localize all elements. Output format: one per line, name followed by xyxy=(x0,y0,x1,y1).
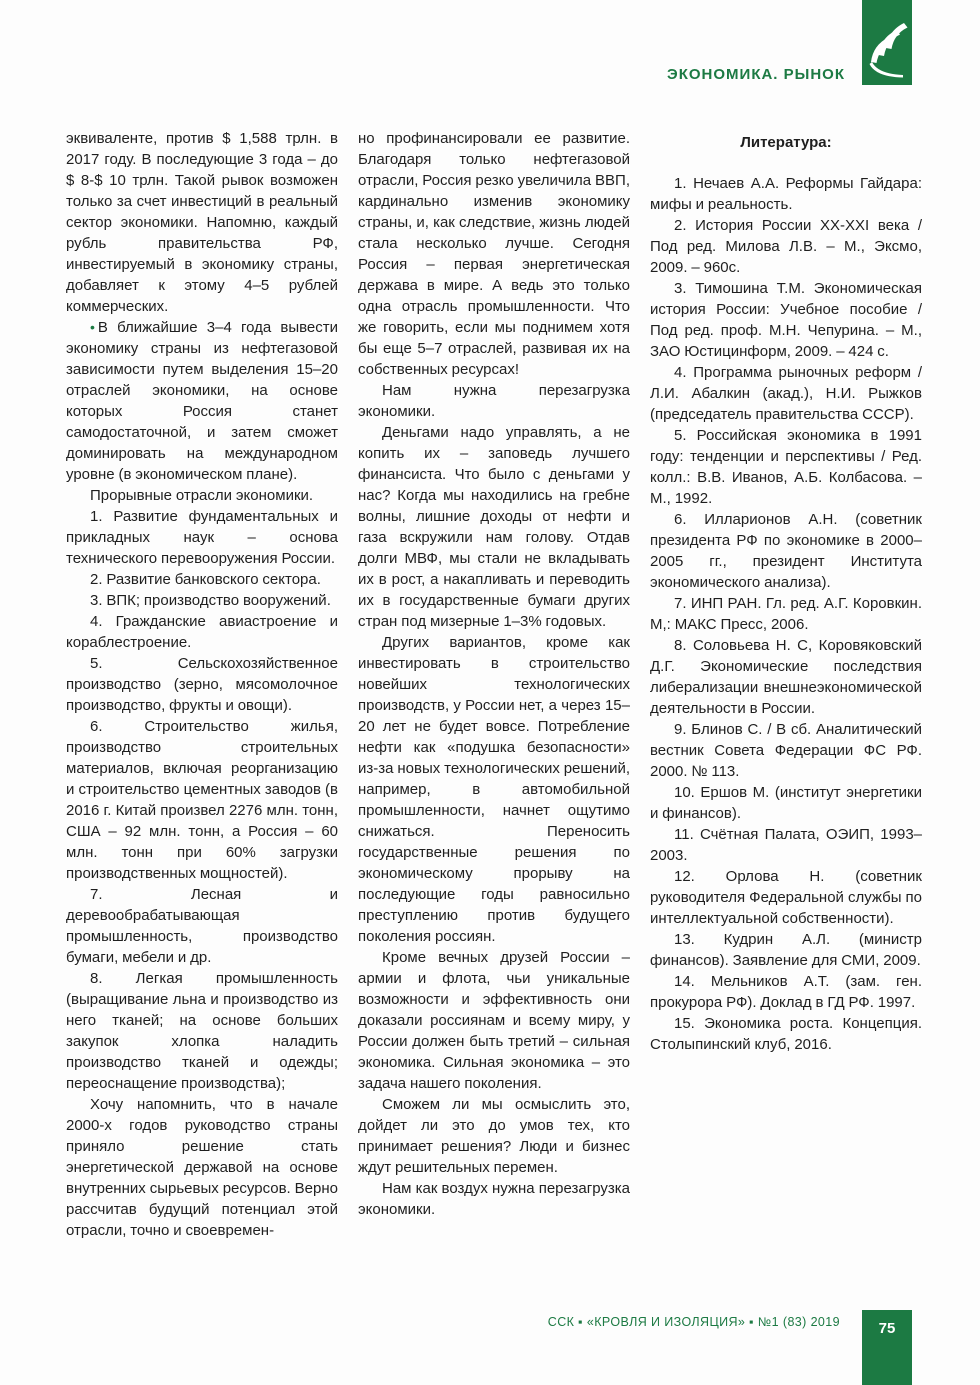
reference-item xyxy=(650,929,922,971)
reference-item xyxy=(650,866,922,929)
reference-item xyxy=(650,782,922,824)
reference-item xyxy=(650,971,922,1013)
paragraph-text: В ближайшие 3–4 года вывести экономику страны из нефтегазовой зависимости путем выделения 15–20 отраслей экономики, на основе которых Россия станет самодостаточной, и затем сможет доминировать на международном уровне (в экономическом плане). xyxy=(66,319,338,483)
paragraph-text: 14. Мельников А.Т. (зам. ген. прокурора РФ). Доклад в ГД РФ. 1997. xyxy=(650,973,922,1011)
paragraph-text: 10. Ершов М. (институт энергетики и финансов). xyxy=(650,784,922,822)
section-header: ЭКОНОМИКА. РЫНОК xyxy=(667,66,845,83)
paragraph xyxy=(66,569,338,590)
publisher-logo-icon xyxy=(862,0,912,85)
paragraph xyxy=(358,1178,630,1220)
paragraph-text: 8. Легкая промышленность (выращивание льна и производство из него тканей; на основе больших закупок хлопка наладить производство тканей и одежды; переоснащение производства); xyxy=(66,970,338,1092)
paragraph-text: Нам нужна перезагрузка экономики. xyxy=(358,382,630,420)
paragraph-text: Сможем ли мы осмыслить это, дойдет ли это до умов тех, кто принимает решения? Люди и бизнес ждут решительных перемен. xyxy=(358,1096,630,1176)
reference-item xyxy=(650,1013,922,1055)
paragraph xyxy=(66,506,338,569)
paragraph-text: но профинансировали ее развитие. Благодаря только нефтегазовой отрасли, Россия резко увеличила ВВП, кардинально изменив экономику страны, и, как следствие, жизнь людей стала несколько лучше. Сегодня Россия – первая энергетическая держава в мире. А ведь это только одна отрасль промышленности. Что же говорить, если мы поднимем хотя бы еще 5–7 отраслей, развивая их на собственных ресурсах! xyxy=(358,130,630,378)
paragraph-text: Хочу напомнить, что в начале 2000-х годов руководство страны приняло решение стать энергетической державой на основе внутренних сырьевых ресурсов. Верно рассчитав будущий потенциал этой отрасли, точно и своевремен- xyxy=(66,1096,338,1239)
paragraph xyxy=(358,380,630,422)
paragraph xyxy=(66,590,338,611)
reference-item xyxy=(650,425,922,509)
paragraph-text: 2. Развитие банковского сектора. xyxy=(90,571,321,588)
paragraph xyxy=(66,716,338,884)
paragraph xyxy=(358,947,630,1094)
bullet-icon: • xyxy=(90,319,95,335)
reference-item xyxy=(650,173,922,215)
reference-item xyxy=(650,719,922,782)
paragraph-text: 4. Программа рыночных реформ / Л.И. Абалкин (акад.), Н.И. Рыжков (председатель правительства СССР). xyxy=(650,364,922,423)
paragraph-text: 6. Строительство жилья, производство строительных материалов, включая реорганизацию и строительство цементных заводов (в 2016 г. Китай произвел 2276 млн. тонн, США – 92 млн. тонн, а Россия – 60 млн. тонн при 60% загрузки производственных мощностей). xyxy=(66,718,338,882)
reference-item xyxy=(650,509,922,593)
references-list xyxy=(650,173,922,1055)
leaf-swoosh-icon xyxy=(862,0,912,85)
reference-item xyxy=(650,278,922,362)
paragraph-text: 4. Гражданские авиастроение и кораблестроение. xyxy=(66,613,338,651)
paragraph-text: 8. Соловьева Н. С, Коровяковский Д.Г. Экономические последствия либерализации внешнеэкономической деятельности в России. xyxy=(650,637,922,717)
footer-journal-line: ССК ▪ «КРОВЛЯ И ИЗОЛЯЦИЯ» ▪ №1 (83) 2019 xyxy=(547,1315,840,1329)
page-number-badge xyxy=(862,1310,912,1385)
paragraph-text: 15. Экономика роста. Концепция. Столыпинский клуб, 2016. xyxy=(650,1015,922,1053)
reference-item xyxy=(650,635,922,719)
paragraph-text: 5. Сельскохозяйственное производство (зерно, мясомолочное производство, фрукты и овощи). xyxy=(66,655,338,714)
paragraph-text: 1. Развитие фундаментальных и прикладных наук – основа технического перевооружения России. xyxy=(66,508,338,567)
reference-item xyxy=(650,215,922,278)
paragraph xyxy=(66,1094,338,1241)
paragraph-text: 5. Российская экономика в 1991 году: тенденции и перспективы / Ред. колл.: В.В. Иванов, А.Б. Колбасова. – М., 1992. xyxy=(650,427,922,507)
paragraph-text: эквиваленте, против $ 1,588 трлн. в 2017 году. В последующие 3 года – до $ 8-$ 10 трлн. Такой рывок возможен только за счет инвестиций в реальный сектор экономики. Напомню, каждый рубль правительства РФ, инвестируемый в экономику страны, добавляет к этому 4–5 рублей коммерческих. xyxy=(66,130,338,315)
paragraph-text: Прорывные отрасли экономики. xyxy=(90,487,314,504)
paragraph xyxy=(358,128,630,380)
article-body xyxy=(66,128,922,1241)
paragraph-text: 11. Счётная Палата, ОЭИП, 1993–2003. xyxy=(650,826,922,864)
paragraph-text: Нам как воздух нужна перезагрузка экономики. xyxy=(358,1180,630,1218)
paragraph-text: 9. Блинов С. / В сб. Аналитический вестник Совета Федерации ФС РФ. 2000. № 113. xyxy=(650,721,922,780)
references-column xyxy=(650,128,922,1241)
paragraph xyxy=(66,317,338,485)
paragraph-text: Других вариантов, кроме как инвестировать в строительство новейших технологических производств, у России нет, а через 15–20 лет не будет вовсе. Потребление нефти как «подушка безопасности» из-за новых технологических решений, например, в автомобильной промышленности, начнет ощутимо снижаться. Переносить государственные решения по экономическому прорыву на последующие годы равносильно преступлению против будущего поколения россиян. xyxy=(358,634,630,945)
references-title: Литература: xyxy=(740,134,832,151)
paragraph xyxy=(66,128,338,317)
paragraph-text: 3. ВПК; производство вооружений. xyxy=(90,592,331,609)
paragraph xyxy=(358,632,630,947)
paragraph-text: 6. Илларионов А.Н. (советник президента РФ по экономике в 2000–2005 гг., президент Института экономического анализа). xyxy=(650,511,922,591)
paragraph-text: 2. История России XX-XXI века / Под ред. Милова Л.В. – М., Эксмо, 2009. – 960с. xyxy=(650,217,922,276)
reference-item xyxy=(650,824,922,866)
reference-item xyxy=(650,593,922,635)
paragraph xyxy=(358,1094,630,1178)
paragraph-text: Кроме вечных друзей России – армии и флота, чьи уникальные возможности и эффективность они доказали россиянам и всему миру, у России должен быть третий – сильная экономика. Сильная экономика – это задача нашего поколения. xyxy=(358,949,630,1092)
text-column-1 xyxy=(66,128,338,1241)
paragraph-text: 13. Кудрин А.Л. (министр финансов). Заявление для СМИ, 2009. xyxy=(650,931,922,969)
paragraph xyxy=(66,968,338,1094)
paragraph xyxy=(358,422,630,632)
paragraph xyxy=(66,884,338,968)
paragraph-text: 1. Нечаев А.А. Реформы Гайдара: мифы и реальность. xyxy=(650,175,922,213)
paragraph xyxy=(66,653,338,716)
paragraph-text: 3. Тимошина Т.М. Экономическая история России: Учебное пособие / Под ред. проф. М.Н. Чепурина. – М., ЗАО Юстицинформ, 2009. – 424 с. xyxy=(650,280,922,360)
paragraph-text: 7. Лесная и деревообрабатывающая промышленность, производство бумаги, мебели и др. xyxy=(66,886,338,966)
page-number: 75 xyxy=(878,1320,896,1337)
paragraph xyxy=(66,611,338,653)
paragraph xyxy=(66,485,338,506)
paragraph-text: Деньгами надо управлять, а не копить их – заповедь лучшего финансиста. Что было с деньгами у нас? Когда мы находились на гребне волны, лишние доходы от нефти и газа вскружили нам голову. Отдав долги МВФ, мы стали не вкладывать их в рост, а накапливать и переводить их в государственные бумаги других стран под мизерные 1–3% годовых. xyxy=(358,424,630,630)
paragraph-text: 7. ИНП РАН. Гл. ред. А.Г. Коровкин. М,: МАКС Пресс, 2006. xyxy=(650,595,922,633)
paragraph-text: 12. Орлова Н. (советник руководителя Федеральной службы по интеллектуальной собственности). xyxy=(650,868,922,927)
text-column-2 xyxy=(358,128,630,1241)
reference-item xyxy=(650,362,922,425)
